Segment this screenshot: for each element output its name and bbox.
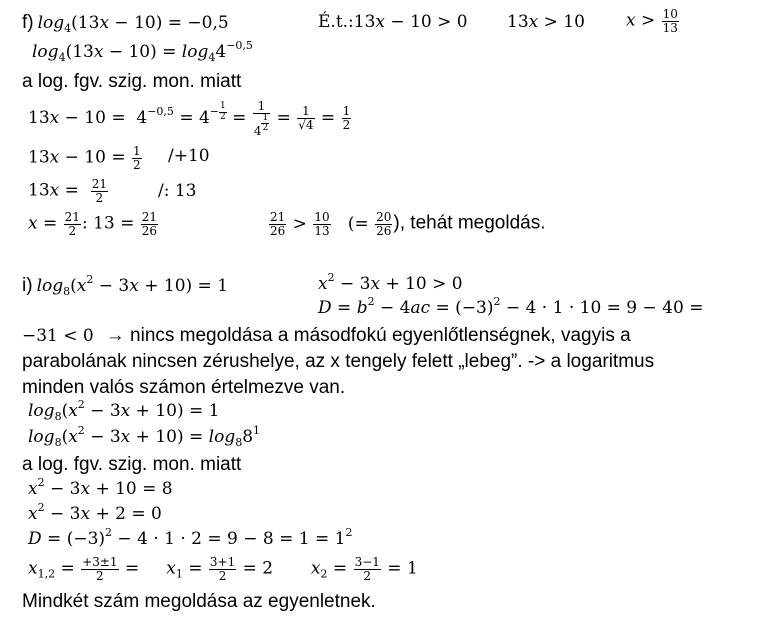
part-i-discriminant-2: $D = (-3)^2 - 4 \cdot 1 \cdot 2 = 9 - 8 = 1 = 1^2$	[28, 526, 353, 549]
part-f-check-suffix: ), tehát megoldás.	[393, 212, 546, 234]
part-i-discriminant-line: $D = b^2 - 4ac = (-3)^2 - 4 \cdot 1 \cdot 10 = 9 - 40$ =	[318, 295, 704, 318]
part-i-explanation-3: minden valós számon értelmezve van.	[22, 377, 346, 398]
part-i-equation-line	[22, 273, 229, 298]
part-f-step-x: x = $\frac{21}{2}$ : 13 = $\frac{21}{26}$	[28, 210, 158, 238]
part-f-label: f)	[22, 12, 34, 33]
part-f-op-div: /: 13	[158, 181, 197, 201]
part-f-step-eval: $13x - 10 = 4^{-0,5} = 4^{- \frac{1}{2}}$ = 1 4 $^{\frac{1}{2}}$ = $\frac{1}{√4}$ = $\frac{1}{2}$	[28, 99, 351, 138]
part-f-step-plus: 13x − 10 = $\frac{1}{2}$	[28, 144, 141, 172]
part-i-equation: $\log_8(x^2 - 3x + 10) = 1$	[36, 273, 229, 298]
part-i-discriminant-result: −31 < 0	[22, 326, 94, 346]
part-f-op-plus: /+10	[168, 146, 210, 166]
part-i-roots: $x_{1,2}$ = $\frac{+3\pm 1}{2}$ = $x_1$ = $\frac{3+1}{2}$ = 2 $x_2$ = $\frac{3-1}{2}$ = 1	[28, 555, 418, 583]
part-f-step-div: 13x = $\frac{21}{2}$	[28, 177, 107, 205]
part-i-explanation-line-1	[22, 326, 631, 345]
part-i-domain-condition: $x^2 - 3x + 10 > 0$	[318, 271, 463, 294]
part-i-explanation-1: → nincs megoldása a másodfokú egyenlőtlenségnek, vagyis a	[105, 325, 631, 346]
part-f-domain-step: 13x > 10	[507, 12, 585, 32]
part-i-restate: $\log_8(x^2 - 3x + 10) = 1$	[28, 398, 220, 423]
part-f-monotonic-note: a log. fgv. szig. mon. miatt	[22, 71, 242, 92]
part-i-quad-1: $x^2 - 3x + 10 = 8$	[28, 476, 173, 499]
part-f-check: $\frac{21}{26}$ > $\frac{10}{13}$ (= $\frac{20}{26}$ ), tehát megoldás.	[270, 210, 546, 238]
part-i-label: i)	[22, 275, 33, 296]
part-i-explanation-2: parabolának nincsen zérushelye, az x tengely felett „lebeg”. -> a logaritmus	[22, 351, 655, 372]
part-f-domain-result: x > $\frac{10}{13}$	[626, 7, 678, 35]
part-f-rewrite: $\log_4(13x - 10) = \log_44^{-0,5}$	[32, 39, 253, 64]
part-f-equation-line	[22, 12, 229, 35]
part-i-monotonic-note: a log. fgv. szig. mon. miatt	[22, 454, 242, 475]
part-f-domain-condition: É.t.:13x − 10 > 0	[318, 12, 468, 32]
part-i-conclusion: Mindkét szám megoldása az egyenletnek.	[22, 591, 376, 612]
part-f-equation: $\log_4(13x - 10) = -0,5$	[37, 13, 229, 35]
part-i-rewrite: $\log_8(x^2 - 3x + 10) = \log_88^1$	[28, 424, 261, 449]
part-i-quad-2: $x^2 - 3x + 2 = 0$	[28, 501, 162, 524]
